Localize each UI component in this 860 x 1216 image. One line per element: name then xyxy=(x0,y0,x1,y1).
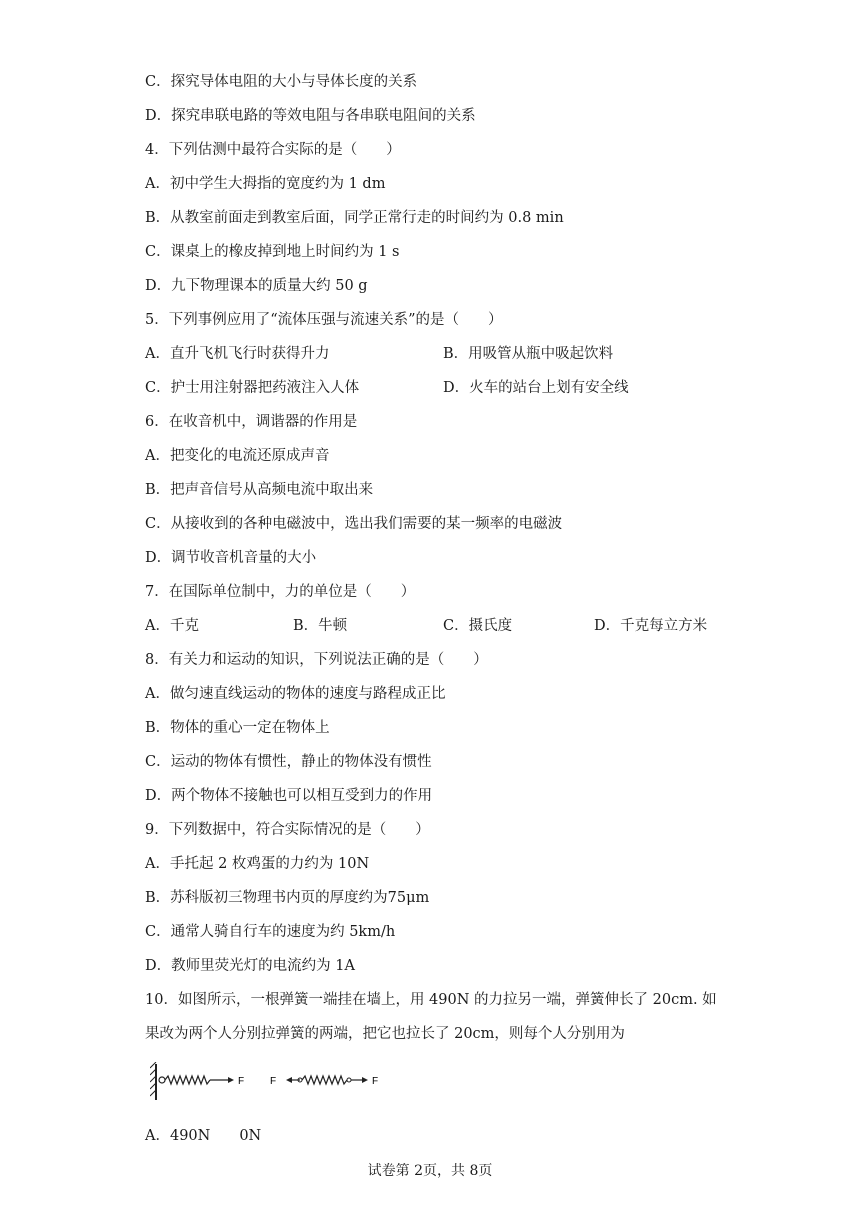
q7-option-b: B．牛顿 xyxy=(293,618,348,634)
option-text: A．做匀速直线运动的物体的速度与路程成正比 xyxy=(145,686,446,702)
question-10-stem-cont: 果改为两个人分别拉弹簧的两端，把它也拉长了 20cm，则每个人分别用为 xyxy=(145,1026,625,1042)
q7-option-d: D．千克每立方米 xyxy=(594,618,708,634)
force-label: F xyxy=(372,1076,379,1087)
option-text: A．初中学生大拇指的宽度约为 1 dm xyxy=(145,176,386,192)
option-text: A．把变化的电流还原成声音 xyxy=(145,448,330,464)
option-text: C．通常人骑自行车的速度为约 5km/h xyxy=(145,924,396,940)
question-8-stem: 8．有关力和运动的知识，下列说法正确的是（ ） xyxy=(145,652,488,668)
spring-figure xyxy=(150,1062,390,1102)
q5-option-b: B．用吸管从瓶中吸起饮料 xyxy=(443,346,614,362)
option-text: A．手托起 2 枚鸡蛋的力约为 10N xyxy=(145,856,370,872)
option-text: C．运动的物体有惯性，静止的物体没有惯性 xyxy=(145,754,432,770)
option-text: B．从教室前面走到教室后面，同学正常行走的时间约为 0.8 min xyxy=(145,210,564,226)
spring-1-icon xyxy=(159,1076,234,1084)
question-5-stem: 5．下列事例应用了“流体压强与流速关系”的是（ ） xyxy=(145,312,503,328)
wall-icon xyxy=(150,1062,156,1100)
q7-option-a: A．千克 xyxy=(145,618,199,634)
q7-option-c: C．摄氏度 xyxy=(443,618,513,634)
option-text: D．两个物体不接触也可以相互受到力的作用 xyxy=(145,788,433,804)
option-text: D．探究串联电路的等效电阻与各串联电阻间的关系 xyxy=(145,108,476,124)
force-label: F xyxy=(270,1076,277,1087)
option-text: A．490N 0N xyxy=(145,1128,262,1144)
option-text: C．从接收到的各种电磁波中，选出我们需要的某一频率的电磁波 xyxy=(145,516,563,532)
option-text: D．调节收音机音量的大小 xyxy=(145,550,317,566)
q5-option-a: A．直升飞机飞行时获得升力 xyxy=(145,346,330,362)
spring-2-icon xyxy=(286,1076,368,1084)
question-9-stem: 9．下列数据中，符合实际情况的是（ ） xyxy=(145,822,430,838)
option-text: D．九下物理课本的质量大约 50 g xyxy=(145,278,368,294)
question-6-stem: 6．在收音机中，调谐器的作用是 xyxy=(145,414,358,430)
option-text: B．物体的重心一定在物体上 xyxy=(145,720,330,736)
question-7-stem: 7．在国际单位制中，力的单位是（ ） xyxy=(145,584,416,600)
option-text: D．教师里荧光灯的电流约为 1A xyxy=(145,958,355,974)
option-text: C．探究导体电阻的大小与导体长度的关系 xyxy=(145,74,418,90)
page-footer: 试卷第 2页，共 8页 xyxy=(367,1163,493,1179)
q5-option-c: C．护士用注射器把药液注入人体 xyxy=(145,380,360,396)
q5-option-d: D．火车的站台上划有安全线 xyxy=(443,380,629,396)
force-label: F xyxy=(238,1076,245,1087)
option-text: C．课桌上的橡皮掉到地上时间约为 1 s xyxy=(145,244,400,260)
option-text: B．把声音信号从高频电流中取出来 xyxy=(145,482,374,498)
question-10-stem: 10．如图所示，一根弹簧一端挂在墙上，用 490N 的力拉另一端，弹簧伸长了 20cm. 如 xyxy=(145,992,717,1008)
option-text: B．苏科版初三物理书内页的厚度约为75μm xyxy=(145,890,430,906)
question-4-stem: 4．下列估测中最符合实际的是（ ） xyxy=(145,142,401,158)
